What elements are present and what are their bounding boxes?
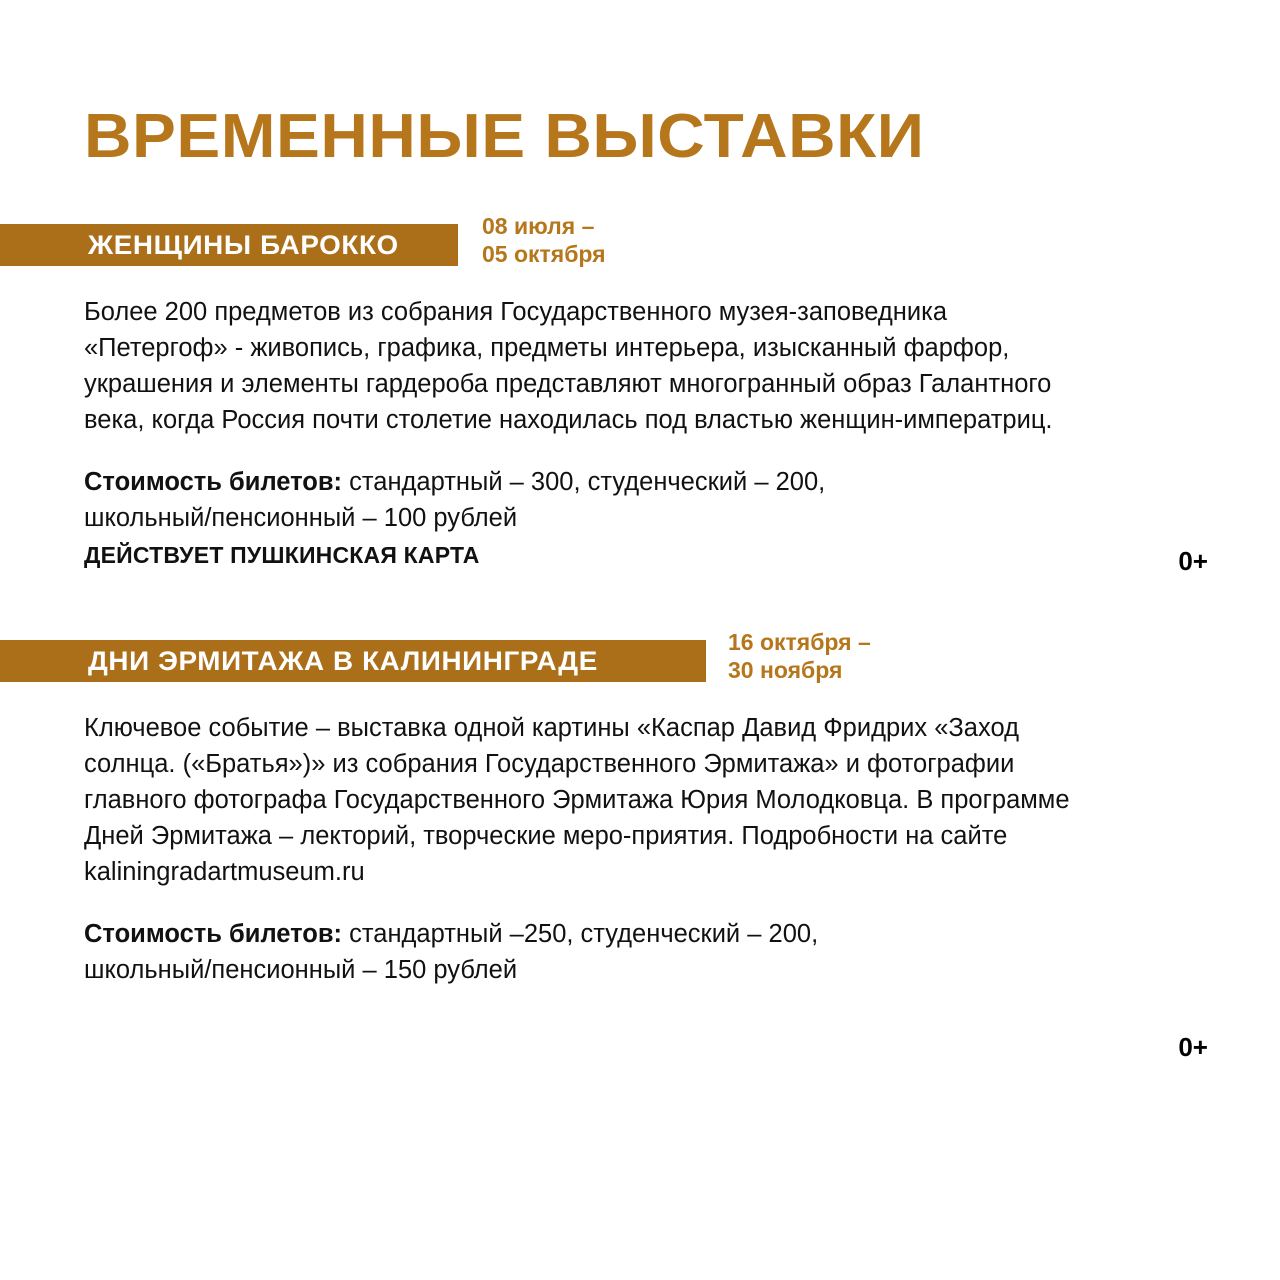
- exhibition-title-bar-2: [0, 640, 706, 682]
- exhibition-body-1: [84, 294, 1094, 572]
- exhibition-section-1: [0, 213, 1280, 568]
- exhibition-date-end-1: 05 октября: [482, 241, 606, 268]
- exhibition-dates-1: [482, 212, 606, 268]
- exhibition-dates-2: [728, 628, 871, 684]
- price-values-line1-2: стандартный –250, студенческий – 200,: [342, 920, 819, 948]
- exhibition-name-2: ДНИ ЭРМИТАЖА В КАЛИНИНГРАДЕ: [88, 645, 598, 676]
- exhibition-title-bar-1: [0, 224, 458, 266]
- exhibition-header-1: [0, 213, 1280, 272]
- exhibition-date-end-2: 30 ноября: [728, 657, 843, 684]
- exhibition-description-1: Более 200 предметов из собрания Государственного музея-заповедника «Петергоф» - живопись, графика, предметы интерьера, изысканный фарфор, украшения и элементы гардероба представляют многогранный образ Галантного века, когда Россия почти столетие находилась под властью женщин-императриц.: [84, 298, 1053, 434]
- age-rating-badge-1: 0+: [1178, 546, 1208, 576]
- exhibition-header-2: [0, 629, 1280, 688]
- pushkin-card-notice: ДЕЙСТВУЕТ ПУШКИНСКАЯ КАРТА: [84, 542, 480, 568]
- exhibition-section-2: [0, 629, 1280, 984]
- price-values-line2-2: школьный/пенсионный – 150 рублей: [84, 956, 518, 984]
- exhibition-date-start-2: 16 октября –: [728, 629, 871, 655]
- page-title: ВРЕМЕННЫЕ ВЫСТАВКИ: [84, 101, 925, 171]
- price-values-line2-1: школьный/пенсионный – 100 рублей: [84, 504, 518, 532]
- price-label-2: Стоимость билетов:: [84, 920, 343, 948]
- exhibition-name-1: ЖЕНЩИНЫ БАРОККО: [88, 229, 399, 260]
- price-label-1: Стоимость билетов:: [84, 468, 343, 496]
- exhibition-price-2: [84, 916, 1094, 988]
- age-rating-badge-2: 0+: [1178, 1032, 1208, 1062]
- exhibition-description-2: Ключевое событие – выставка одной картины «Каспар Давид Фридрих «Заход солнца. («Братья»)» из собрания Государственного Эрмитажа» и фотографии главного фотографа Государственного Эрмитажа Юрия Молодковца. В программе Дней Эрмитажа – лекторий, творческие меро-приятия. Подробности на сайте kaliningradartmuseum.ru: [84, 714, 1070, 886]
- exhibition-body-2: [84, 710, 1094, 988]
- price-values-line1-1: стандартный – 300, студенческий – 200,: [342, 468, 826, 496]
- exhibition-date-start-1: 08 июля –: [482, 213, 595, 239]
- exhibition-price-1: [84, 464, 1094, 536]
